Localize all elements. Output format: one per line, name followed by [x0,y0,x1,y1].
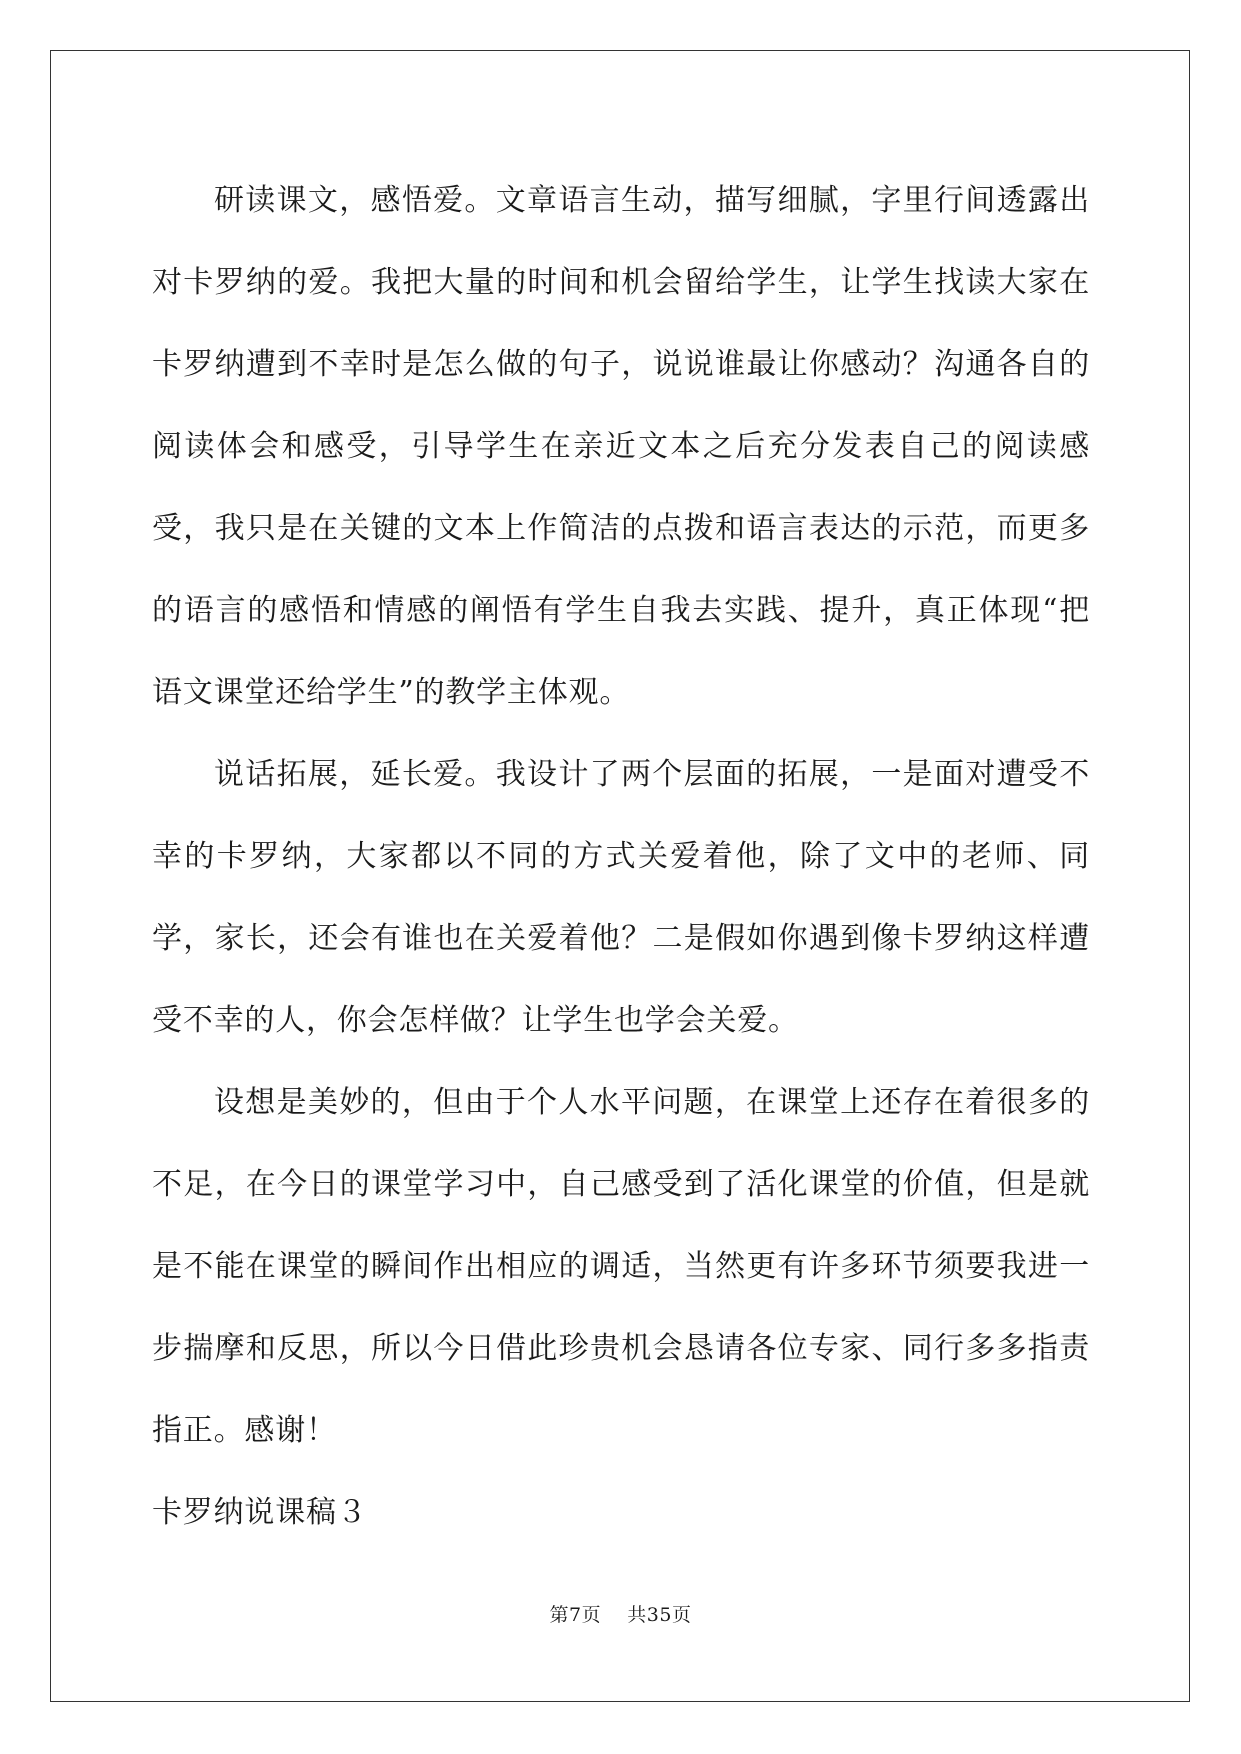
paragraph-3: 设想是美妙的，但由于个人水平问题，在课堂上还存在着很多的不足，在今日的课堂学习中，自己感受到了活化课堂的价值，但是就是不能在课堂的瞬间作出相应的调适，当然更有许多环节须要我进一步揣摩和反思，所以今日借此珍贵机会恳请各位专家、同行多多指责指正。感谢！ [152,1085,1090,1448]
section-title: 卡罗纳说课稿３ [152,1495,368,1530]
page-number: 第7页 [549,1604,602,1626]
page-footer [0,1600,1241,1627]
paragraph-1: 研读课文，感悟爱。文章语言生动，描写细腻，字里行间透露出对卡罗纳的爱。我把大量的时间和机会留给学生，让学生找读大家在卡罗纳遭到不幸时是怎么做的句子，说说谁最让你感动？沟通各自的阅读体会和感受，引导学生在亲近文本之后充分发表自己的阅读感受，我只是在关键的文本上作简洁的点拨和语言表达的示范，而更多的语言的感悟和情感的阐悟有学生自我去实践、提升，真正体现“把语文课堂还给学生”的教学主体观。 [152,183,1090,710]
paragraph-2: 说话拓展，延长爱。我设计了两个层面的拓展，一是面对遭受不幸的卡罗纳，大家都以不同的方式关爱着他，除了文中的老师、同学，家长，还会有谁也在关爱着他？二是假如你遇到像卡罗纳这样遭受不幸的人，你会怎样做？让学生也学会关爱。 [152,757,1090,1038]
document-body [152,160,1090,1554]
page-total: 共35页 [627,1604,692,1626]
